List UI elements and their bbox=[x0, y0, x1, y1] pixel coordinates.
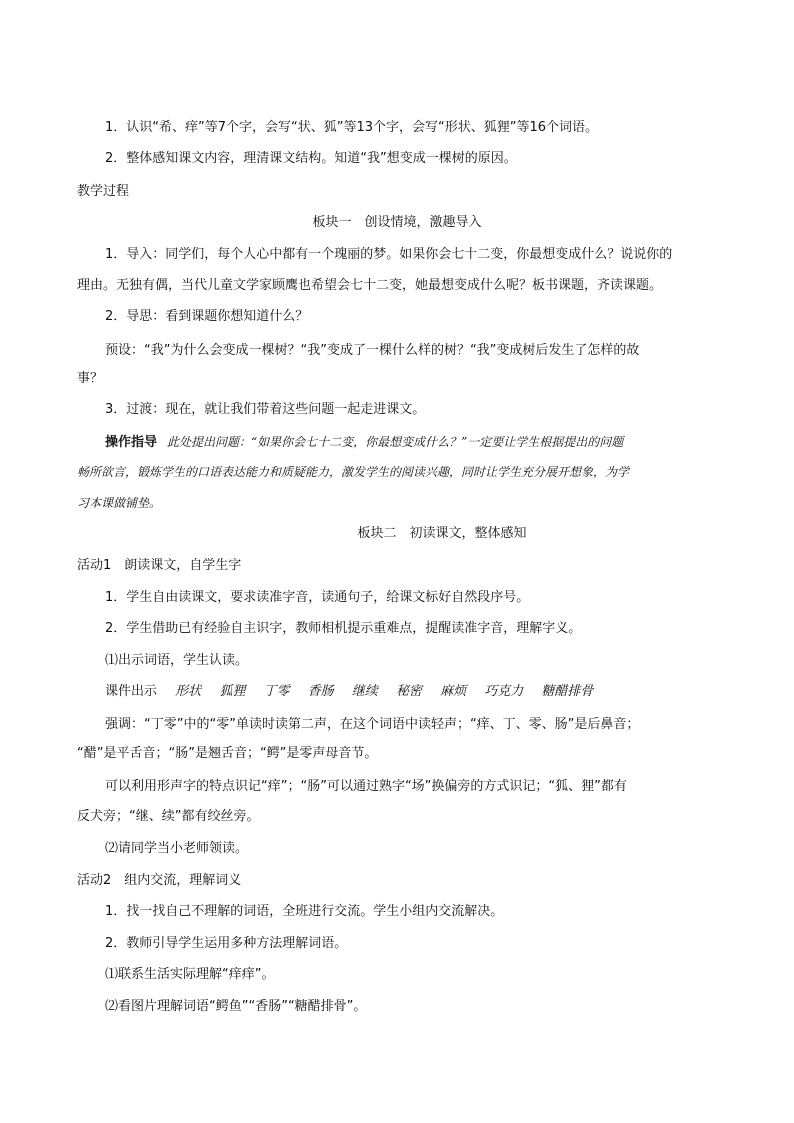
activity1-p3: ⑴出示词语，学生认读。 bbox=[105, 653, 249, 668]
operation-guide-line2: 畅所欲言，锻炼学生的口语表达能力和质疑能力，激发学生的阅读兴趣，同时让学生充分展开想象，为学 bbox=[77, 465, 630, 479]
word-item: 香肠 bbox=[307, 684, 334, 699]
block1-p4: 3．过渡：现在，就让我们带着这些问题一起走进课文。 bbox=[105, 402, 426, 417]
block1-p3-line2: 事？ bbox=[77, 371, 104, 386]
emphasis-line1: 强调：“丁零”中的“零”单读时读第二声，在这个词语中读轻声；“痒、丁、零、肠”是后鼻音； bbox=[105, 717, 640, 732]
word-item: 秘密 bbox=[395, 684, 422, 699]
word-item: 糖醋排骨 bbox=[541, 684, 594, 699]
objective-1: 1．认识“希、痒”等7个字，会写“状、狐”等13个字，会写“形状、狐狸”等16个词语。 bbox=[105, 120, 599, 135]
block2-title: 板块二 初读课文，整体感知 bbox=[357, 526, 527, 541]
activity2-p2: 2．教师引导学生运用多种方法理解词语。 bbox=[105, 936, 348, 951]
block1-p1-line2: 理由。无独有偶，当代儿童文学家顾鹰也希望会七十二变，她最想变成什么呢？板书课题，齐读课题。 bbox=[77, 278, 663, 293]
operation-guide-label: 操作指导 bbox=[105, 435, 158, 450]
block1-p3-line1: 预设：“我”为什么会变成一棵树？“我”变成了一棵什么样的树？“我”变成树后发生了怎样的故 bbox=[105, 343, 640, 358]
word-item: 继续 bbox=[351, 684, 378, 699]
operation-guide-line1 bbox=[105, 433, 623, 452]
objective-2: 2．整体感知课文内容，理清课文结构。知道“我”想变成一棵树的原因。 bbox=[105, 151, 517, 166]
emphasis-line2: “醋”是平舌音；“肠”是翘舌音；“鳄”是零声母音节。 bbox=[77, 746, 378, 761]
activity2-label: 活动2 组内交流，理解词义 bbox=[77, 873, 242, 888]
operation-guide-text1: 此处提出问题：“如果你会七十二变，你最想变成什么？”一定要让学生根据提出的问题 bbox=[167, 435, 624, 449]
activity1-p6: ⑵请同学当小老师领读。 bbox=[105, 841, 249, 856]
block1-p1-line1: 1．导入：同学们，每个人心中都有一个瑰丽的梦。如果你会七十二变，你最想变成什么？说说你的 bbox=[105, 247, 673, 262]
memory-tip-line2: 反犬旁；“继、续”都有绞丝旁。 bbox=[77, 809, 260, 824]
word-item: 丁零 bbox=[263, 684, 290, 699]
block1-p2: 2．导思：看到课题你想知道什么？ bbox=[105, 309, 309, 324]
activity2-p4: ⑵看图片理解词语“鳄鱼”“香肠”“糖醋排骨”。 bbox=[105, 999, 367, 1014]
activity1-p2: 2．学生借助已有经验自主识字，教师相机提示重难点，提醒读准字音，理解字义。 bbox=[105, 621, 582, 636]
activity2-p1: 1．找一找自己不理解的词语，全班进行交流。学生小组内交流解决。 bbox=[105, 904, 504, 919]
courseware-line bbox=[105, 683, 607, 701]
courseware-label: 课件出示 bbox=[105, 684, 158, 699]
word-item: 巧克力 bbox=[484, 684, 524, 699]
operation-guide-line3: 习本课做铺垫。 bbox=[77, 496, 162, 510]
block1-title: 板块一 创设情境，激趣导入 bbox=[312, 215, 482, 230]
activity1-label: 活动1 朗读课文，自学生字 bbox=[77, 558, 242, 573]
activity1-p1: 1．学生自由读课文，要求读准字音，读通句子，给课文标好自然段序号。 bbox=[105, 590, 530, 605]
process-title: 教学过程 bbox=[77, 184, 130, 199]
word-item: 形状 bbox=[175, 684, 202, 699]
courseware-words bbox=[175, 684, 607, 699]
memory-tip-line1: 可以利用形声字的特点识记“痒”；“肠”可以通过熟字“场”换偏旁的方式识记；“狐、狸”都有 bbox=[105, 779, 627, 794]
activity2-p3: ⑴联系生活实际理解“痒痒”。 bbox=[105, 967, 275, 982]
word-item: 麻烦 bbox=[440, 684, 467, 699]
word-item: 狐狸 bbox=[219, 684, 246, 699]
